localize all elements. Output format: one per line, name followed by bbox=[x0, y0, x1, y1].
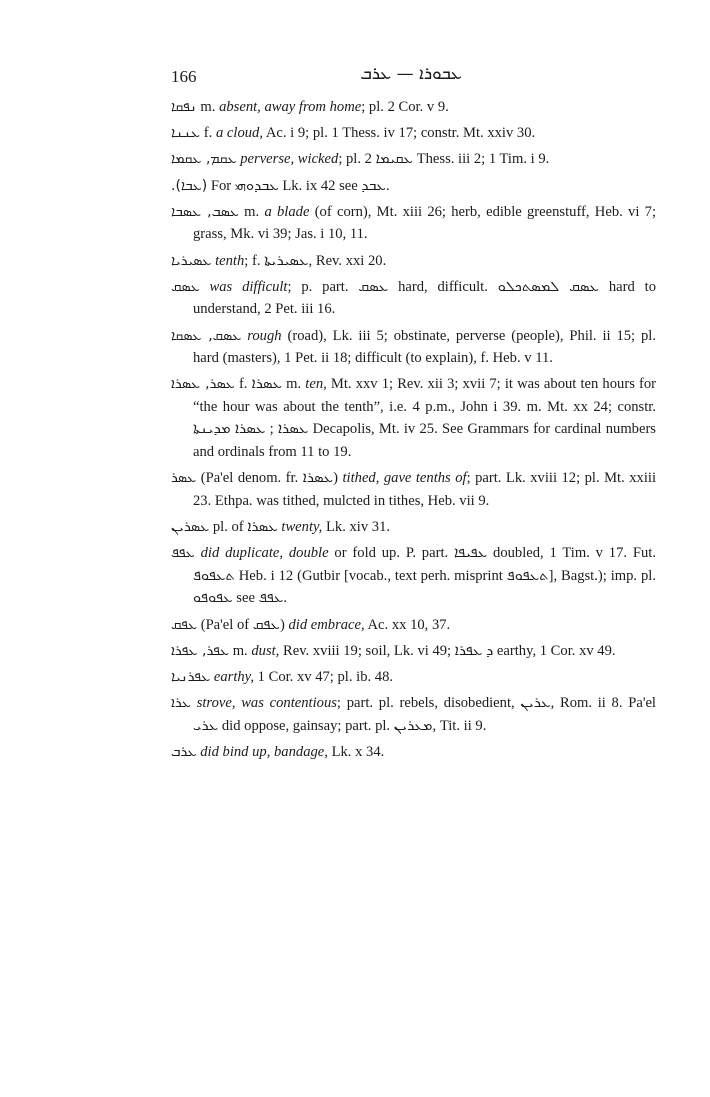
dictionary-entry bbox=[171, 122, 656, 145]
entry-gloss: earthy, bbox=[213, 668, 254, 685]
dictionary-entry bbox=[171, 201, 656, 246]
entry-gloss: perverse, wicked bbox=[240, 151, 339, 168]
dictionary-entry bbox=[171, 148, 656, 171]
entry-grammar bbox=[200, 279, 210, 295]
syriac-headword: ܥܣܩ bbox=[171, 278, 200, 295]
entry-gloss: twenty, bbox=[281, 519, 323, 536]
syriac-headword: ܥܢܢܐ bbox=[171, 125, 201, 142]
entry-gloss: a cloud, bbox=[215, 125, 263, 142]
dictionary-entry bbox=[171, 250, 656, 273]
entry-grammar: m. bbox=[196, 99, 220, 115]
dictionary-entry bbox=[171, 692, 656, 737]
entry-grammar: f. bbox=[200, 125, 216, 142]
dictionary-entry bbox=[171, 373, 656, 463]
dictionary-entry bbox=[171, 467, 656, 512]
entry-references: ; pl. ܥܩܝܡܐ 2 Thess. iii 2; 1 Tim. i 9. bbox=[338, 151, 550, 168]
dictionary-entry bbox=[171, 516, 656, 539]
entry-references: Lk. xiv 31. bbox=[322, 519, 391, 536]
entry-gloss: tithed, gave tenths of bbox=[342, 470, 467, 487]
syriac-headword: ܥܦܪ, ܥܦܪܐ bbox=[171, 642, 230, 659]
syriac-headword: ܥܦܪܢܝܐ bbox=[171, 668, 211, 685]
entry-references: Ac. xx 10, 37. bbox=[364, 616, 451, 633]
entry-gloss: absent, away from home bbox=[219, 99, 362, 115]
entry-references: 1 Cor. xv 47; pl. ib. 48. bbox=[254, 668, 394, 685]
entry-gloss: did bind up, bandage, bbox=[200, 743, 328, 760]
dictionary-entry bbox=[171, 96, 656, 119]
syriac-headword: ܥܦܩ bbox=[171, 616, 198, 633]
dictionary-entry bbox=[171, 614, 656, 637]
dictionary-entry bbox=[171, 741, 656, 764]
entry-grammar: (Pa'el of ܥܦܩ) bbox=[197, 616, 289, 633]
entry-gloss: dust, bbox=[251, 642, 280, 659]
syriac-headword: ܥܣܪ, ܥܣܪܐ bbox=[171, 376, 235, 393]
entry-grammar: For bbox=[207, 177, 235, 194]
entry-references: Lk. x 34. bbox=[327, 743, 385, 760]
entry-grammar: pl. of ܥܣܪܐ bbox=[209, 519, 282, 536]
entry-references: or fold up. P. part. ܥܦܝܦܐ doubled, 1 Tim. v 17. Fut. ܬܥܦܘܦ Heb. i 12 (Gutbir [vocab., text perh. misprint ܬܥܦܘܦ], Bagst.); imp. pl. ܥܦܘܦܘ see ܥܦܦ. bbox=[193, 545, 657, 607]
entry-references: Rev. xviii 19; soil, Lk. vi 49; ܕ ܥܦܪܐ earthy, 1 Cor. xv 49. bbox=[279, 642, 616, 659]
dictionary-entry bbox=[171, 666, 656, 689]
entry-references: ; part. Lk. xviii 12; pl. Mt. xxiii 23. Ethpa. was tithed, mulcted in tithes, Heb. vii 9. bbox=[193, 470, 656, 509]
dictionary-entry bbox=[171, 542, 656, 610]
syriac-headword: ܢܦܩܐ bbox=[171, 99, 197, 115]
syriac-headword: ܥܣܝܪܝܐ bbox=[171, 252, 212, 269]
entry-gloss: ten, bbox=[305, 376, 327, 393]
entry-grammar: f. ܥܣܪܐ m. bbox=[234, 376, 306, 393]
syriac-headword: ܥܪܒ bbox=[171, 743, 197, 760]
entry-gloss: was difficult bbox=[209, 278, 288, 295]
entry-references: Mt. xxv 1; Rev. xii 3; xvii 7; it was about ten hours for “the hour was about the tenth”, i.e. 4 p.m., John i 39. m. Mt. xx 24; constr. ܥܣܪܐ ; ܥܣܪܐ ܡܕܝܢܬܐ Decapolis, Mt. iv 25. See Grammars for cardinal numbers and ordinals from 11 to 19. bbox=[193, 376, 657, 461]
syriac-headword: ܥܩܡ, ܥܩܡܐ bbox=[171, 151, 237, 168]
dictionary-entry bbox=[171, 325, 656, 370]
entry-references: ; pl. 2 Cor. v 9. bbox=[361, 99, 449, 115]
dictionary-entry bbox=[171, 175, 656, 198]
entry-list bbox=[171, 96, 656, 767]
entry-gloss: strove, was contentious bbox=[196, 695, 337, 712]
entry-gloss: rough bbox=[247, 327, 282, 344]
entry-references: ܥܒܕܘܗܝ Lk. ix 42 see ܥܒܕ. bbox=[234, 177, 390, 194]
dictionary-entry bbox=[171, 640, 656, 663]
entry-grammar: (Pa'el denom. fr. ܥܣܪܐ) bbox=[196, 470, 343, 487]
entry-references: ; p. part. ܥܣܩ hard, difficult. ܥܣܩ ܠܡܣܬܟܠܘ hard to understand, 2 Pet. iii 16. bbox=[193, 278, 656, 318]
entry-gloss: tenth bbox=[215, 252, 245, 269]
syriac-headword: ܥܦܦ bbox=[171, 545, 195, 562]
page-number: 166 bbox=[171, 67, 197, 86]
entry-references: Ac. i 9; pl. 1 Thess. iv 17; constr. Mt. xxiv 30. bbox=[263, 125, 536, 142]
syriac-headword: ܥܣܩ, ܥܣܩܐ bbox=[171, 327, 242, 344]
syriac-headword: (ܥܒܐ). bbox=[171, 177, 208, 194]
entry-gloss: did embrace, bbox=[288, 616, 365, 633]
running-head bbox=[171, 64, 651, 90]
syriac-headword: ܥܪܐ bbox=[171, 695, 191, 712]
entry-references: ; f. ܥܣܝܪܝܬܐ, Rev. xxi 20. bbox=[244, 252, 387, 269]
entry-grammar: m. bbox=[238, 203, 265, 220]
entry-references: ; part. pl. rebels, disobedient, ܥܪܝܢ, Rom. ii 8. Pa'el ܥܪܝ did oppose, gainsay; part. pl. ܡܥܪܝܢ, Tit. ii 9. bbox=[193, 695, 656, 734]
entry-gloss: did duplicate, double bbox=[200, 545, 329, 562]
syriac-headword: ܥܣܪܝܢ bbox=[171, 519, 210, 536]
running-headword: ܥܒܘܪܐ — ܥܪܒ bbox=[360, 64, 462, 84]
entry-gloss: a blade bbox=[264, 203, 310, 220]
dictionary-entry bbox=[171, 276, 656, 321]
entry-grammar: m. bbox=[229, 642, 252, 659]
entry-references: (of corn), Mt. xiii 26; herb, edible greenstuff, Heb. vi 7; grass, Mk. vi 39; Jas. i 10, 11. bbox=[193, 203, 656, 243]
entry-references: (road), Lk. iii 5; obstinate, perverse (people), Phil. ii 15; pl. hard (masters), 1 Pet. ii 18; difficult (to explain), f. Heb. v 11. bbox=[193, 327, 657, 367]
syriac-headword: ܥܣܪ bbox=[171, 470, 197, 487]
syriac-headword: ܥܣܒ, ܥܣܒܐ bbox=[171, 203, 239, 220]
